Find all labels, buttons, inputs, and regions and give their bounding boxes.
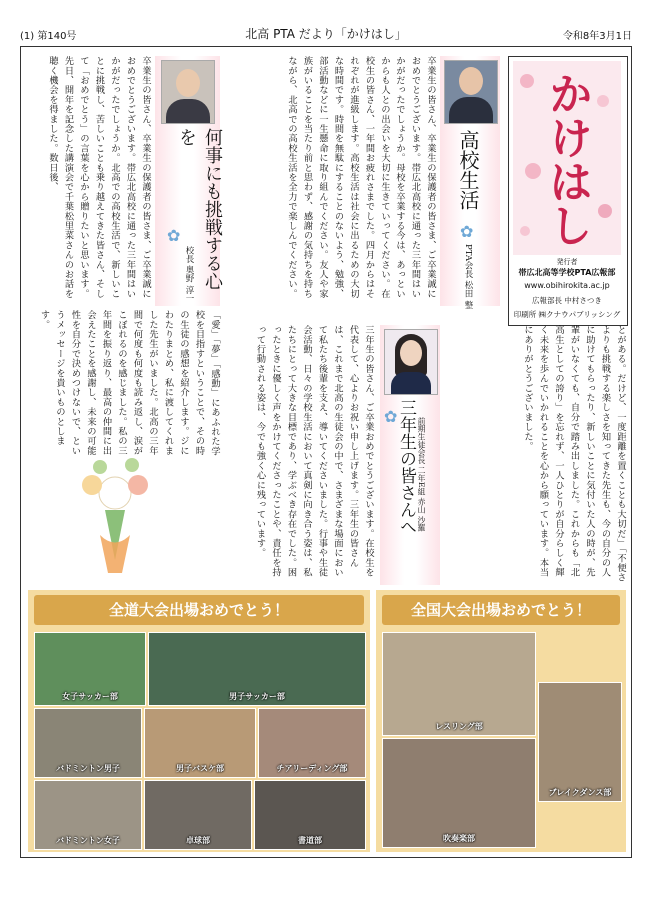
pta-article-title-panel [440, 56, 500, 309]
student-article-title-panel [380, 325, 440, 585]
flower-icon: ✿ [460, 222, 474, 241]
newsletter-title: 北高 PTA だより「かけはし」 [245, 27, 407, 41]
publisher-url: www.obihirokita.ac.jp [524, 281, 610, 290]
issue-date: 令和8年3月1日 [562, 31, 632, 42]
principal-article-title-panel [155, 56, 223, 306]
photo-wrestling: レスリング部 [382, 632, 536, 736]
publisher-name: 帯広北高等学校PTA広報部 [518, 268, 616, 277]
printer-credit: 印刷所 ㈱クナウパブリッシング [513, 310, 621, 319]
photo-boys-basketball: 男子バスケ部 [144, 708, 256, 778]
regional-banner: 全道大会出場おめでとう！ [34, 595, 364, 625]
photo-calligraphy: 書道部 [254, 780, 366, 850]
page-header [20, 25, 632, 41]
photo-brass-band: 吹奏楽部 [382, 738, 536, 848]
principal-article-body-0 [224, 56, 244, 304]
flower-icon: ✿ [167, 226, 181, 245]
pta-article-body-2: からも人との出会いを大切に生きていってください。在校生の皆さん、一年間お疲れさまでした。四月からはそれぞれが進級します。高校生活は社会に出るための大切な時間です。時間を無駄にすることのないよう、勉強、部活動などに一生懸命に取り組んでください。友人や家族がいることを当たり前と思わず、感謝の気持ちを持ちながら、北高での高校生活を全力で楽しんでください。 [286, 56, 390, 299]
photo-table-tennis: 卓球部 [144, 780, 252, 850]
pta-article-heading: 高校生活 [456, 130, 480, 210]
national-banner: 全国大会出場おめでとう！ [382, 595, 620, 625]
masthead-art [513, 61, 621, 255]
flower-icon: ✿ [384, 407, 398, 426]
student-article-body-1: 三年生の皆さん、ご卒業おめでとうございます。在校生を代表して、心よりお祝い申し上げます。三年生の皆さんは、これまで北高の生徒会の中で、さまざまな場面において私たち後輩を支え、導いてくださいました。行事や生徒会活動、日々の学校生活において真剣に向き合う姿は、私たちにとって大きな目標であり、学ぶべき存在でした。困ったときに優しく声をかけてくださったことや、責任を持って行動される姿は、今でも強く心に残っています。 [254, 325, 374, 578]
student-article-author: 前期生徒会長 二年E組 赤山 沙羅 [417, 417, 426, 532]
principal-article-heading: 何事にも挑戦する心を [176, 128, 223, 290]
photo-cheerleading: チアリーディング部 [258, 708, 366, 778]
principal-article-body-1: 卒業生の皆さん、卒業生の保護者の皆さま、ご卒業誠におめでとうございます。帯広北高校に通った三年間はいかがだったでしょうか。北高での高校生活で、新しいことに挑戦し、苦しいことも乗り越えてきた皆さん、そして「おめでとう」の言葉を心から贈りたいと思います。先日、開年を記念した講演会で千葉松里菜さんのお話を聴く機会を得ました。数日後、 [47, 56, 151, 299]
principal-article-body-2: 「愛」「夢」「感動」にあふれた学校を目指すということで、その時の生徒の感想を紹介します。ジにわたりまとめ、私に渡してくれました先生がいました。北高の三年間で何度も何度も読み返し、涙がこぼれるのを感じました。私の三年間を振り返り、最高の仲間に出会えたことを感謝し、未来の可能性を自分で決めつけないで、というメッセージを貴いものとします。 [38, 310, 220, 456]
pta-article-author: PTA会長 松田 整 [463, 244, 473, 309]
student-article-heading: 三年生の皆さんへ [396, 399, 416, 535]
publisher-label: 発行者 [556, 258, 578, 266]
principal-article-author: 校長 奥野 淳一 [184, 246, 194, 303]
pta-article-body-1: 卒業生の皆さん、卒業生の保護者の皆さま、ご卒業誠におめでとうございます。帯広北高校に通った三年間はいかがだったでしょうか。母校を卒業する今は、あっとい [394, 56, 436, 299]
principal-photo [161, 60, 215, 124]
masthead-logo-box [508, 56, 628, 326]
editor-credit: 広報部長 中村さつき [532, 296, 602, 305]
issue-number: (1) 第140号 [20, 31, 77, 42]
photo-girls-soccer: 女子サッカー部 [34, 632, 146, 706]
student-council-photo [384, 329, 438, 395]
masthead-title: かけはし [541, 71, 592, 247]
pta-president-photo [444, 60, 498, 124]
photo-breakdance: ブレイクダンス部 [538, 682, 622, 802]
photo-boys-soccer: 男子サッカー部 [148, 632, 366, 706]
photo-badminton-girls: バドミントン女子 [34, 780, 142, 850]
bouquet-illustration [60, 455, 170, 580]
student-article-body-2: とがある。だけど、一度距離を置くことも大切だ」「不便さよりも挑戦する楽しさを知ってきた先生も、今の自分の人に助けてもらったり、新しいことに気付いた人の時が、先輩がいなくても、自分で踏み出しました。これからも「北高生としての誇り」を忘れず、一人ひとりが自分らしく輝く未来を歩んでいかれることを心から願っています。本当にありがとうございました。 [522, 325, 626, 583]
photo-badminton-boys: バドミントン男子 [34, 708, 142, 778]
